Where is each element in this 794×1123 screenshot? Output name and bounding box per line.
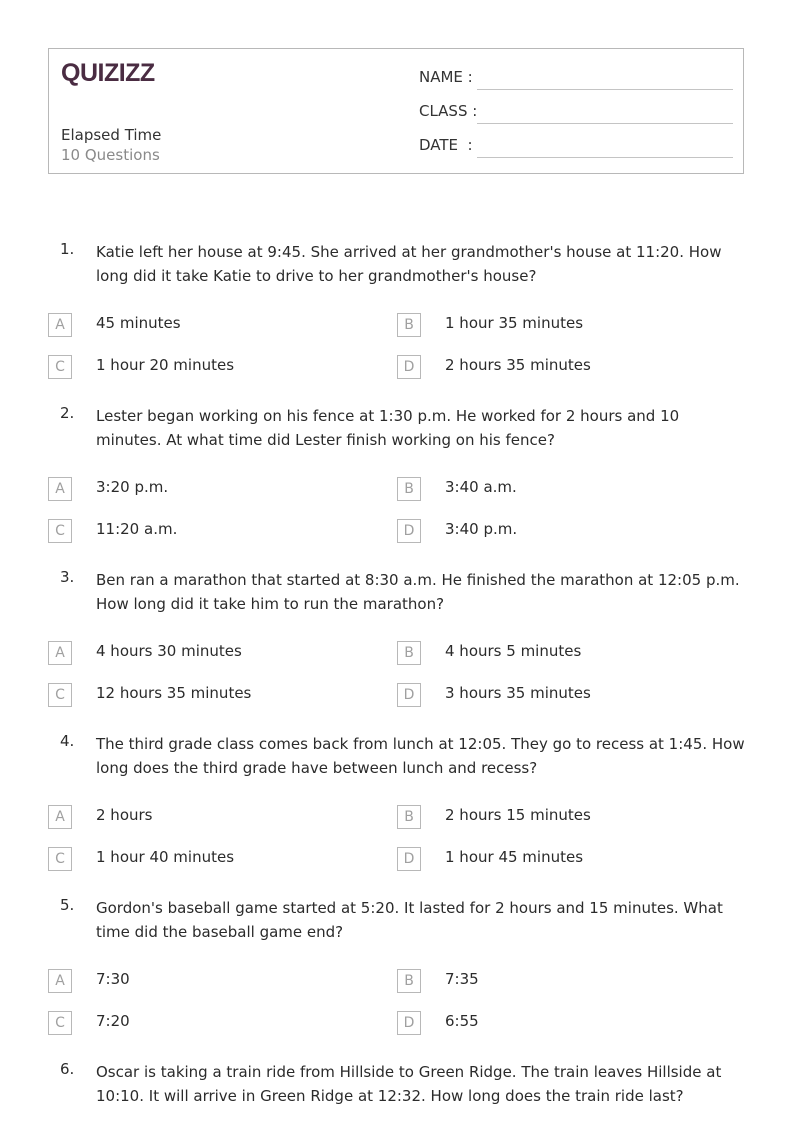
question-number: 6.	[60, 1060, 75, 1078]
quizizz-logo: QUIZIZZ	[61, 59, 155, 87]
option-text: 45 minutes	[96, 314, 181, 332]
option-text: 12 hours 35 minutes	[96, 684, 252, 702]
option-text: 1 hour 35 minutes	[445, 314, 584, 332]
option-letter: B	[397, 477, 421, 501]
option-letter: A	[48, 805, 72, 829]
question-number: 4.	[60, 732, 75, 750]
option-text: 1 hour 40 minutes	[96, 848, 235, 866]
option-text: 11:20 a.m.	[96, 520, 178, 538]
option-text: 7:20	[96, 1012, 130, 1030]
name-line[interactable]	[477, 89, 733, 90]
option-text: 3:40 p.m.	[445, 520, 518, 538]
class-line[interactable]	[477, 123, 733, 124]
option-text: 3:40 a.m.	[445, 478, 517, 496]
option-text: 2 hours 15 minutes	[445, 806, 591, 824]
option-letter: C	[48, 355, 72, 379]
date-label: DATE :	[419, 136, 473, 154]
question-text: Katie left her house at 9:45. She arrived at her grandmother's house at 11:20. How long did it take Katie to drive to her grandmother's house?	[96, 243, 722, 285]
option-letter: B	[397, 313, 421, 337]
option-text: 1 hour 45 minutes	[445, 848, 584, 866]
date-field[interactable]	[419, 136, 733, 158]
option-text: 2 hours	[96, 806, 153, 824]
option-letter: D	[397, 683, 421, 707]
question-text: Oscar is taking a train ride from Hillside to Green Ridge. The train leaves Hillside at 10:10. It will arrive in Green Ridge at 12:32. How long does the train ride last?	[96, 1063, 722, 1105]
worksheet-title: Elapsed Time	[61, 126, 162, 144]
option-letter: A	[48, 969, 72, 993]
option-letter: D	[397, 1011, 421, 1035]
option-letter: C	[48, 1011, 72, 1035]
date-line[interactable]	[477, 157, 733, 158]
option-letter: B	[397, 641, 421, 665]
question-number: 1.	[60, 240, 75, 258]
option-letter: C	[48, 519, 72, 543]
option-text: 2 hours 35 minutes	[445, 356, 591, 374]
class-label: CLASS :	[419, 102, 478, 120]
option-letter: A	[48, 477, 72, 501]
option-text: 1 hour 20 minutes	[96, 356, 235, 374]
question-text: Ben ran a marathon that started at 8:30 a.m. He finished the marathon at 12:05 p.m. How long did it take him to run the marathon?	[96, 571, 740, 613]
question-number: 3.	[60, 568, 75, 586]
class-field[interactable]	[419, 102, 733, 124]
option-letter: D	[397, 519, 421, 543]
worksheet-header	[48, 48, 744, 174]
option-letter: B	[397, 805, 421, 829]
option-letter: D	[397, 355, 421, 379]
question-count: 10 Questions	[61, 146, 160, 164]
question-text: Lester began working on his fence at 1:30 p.m. He worked for 2 hours and 10 minutes. At what time did Lester finish working on his fence?	[96, 407, 680, 449]
option-text: 7:30	[96, 970, 130, 988]
question-number: 2.	[60, 404, 75, 422]
option-text: 3 hours 35 minutes	[445, 684, 591, 702]
question-text: The third grade class comes back from lunch at 12:05. They go to recess at 1:45. How long does the third grade have between lunch and recess?	[96, 735, 745, 777]
question-number: 5.	[60, 896, 75, 914]
option-letter: C	[48, 683, 72, 707]
option-text: 3:20 p.m.	[96, 478, 169, 496]
option-letter: A	[48, 641, 72, 665]
question-text: Gordon's baseball game started at 5:20. It lasted for 2 hours and 15 minutes. What time did the baseball game end?	[96, 899, 723, 941]
option-text: 4 hours 30 minutes	[96, 642, 242, 660]
option-text: 6:55	[445, 1012, 479, 1030]
option-letter: A	[48, 313, 72, 337]
option-letter: D	[397, 847, 421, 871]
name-field[interactable]	[419, 68, 733, 90]
option-text: 7:35	[445, 970, 479, 988]
name-label: NAME :	[419, 68, 473, 86]
option-text: 4 hours 5 minutes	[445, 642, 582, 660]
option-letter: B	[397, 969, 421, 993]
option-letter: C	[48, 847, 72, 871]
